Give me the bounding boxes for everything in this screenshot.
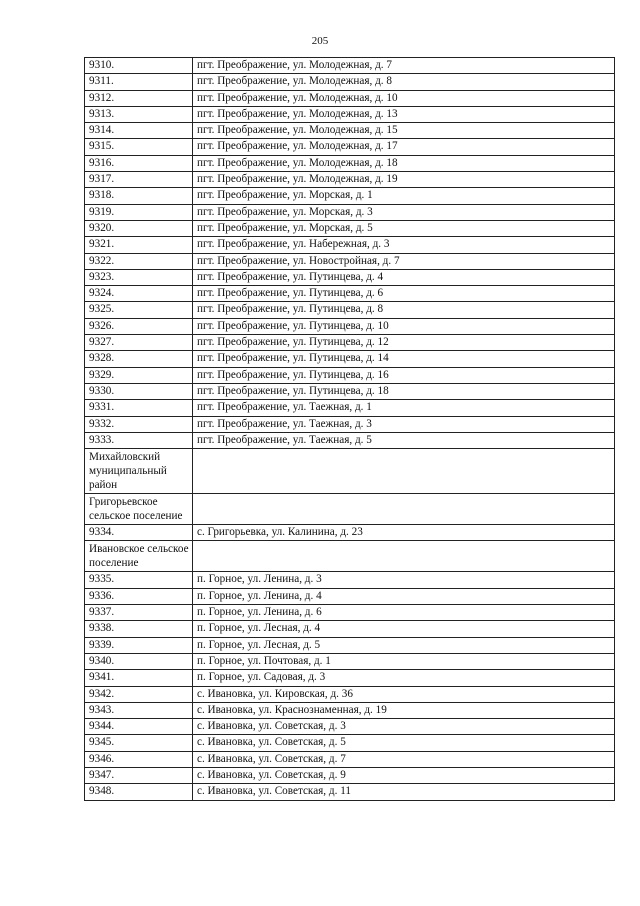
entry-address: пгт. Преображение, ул. Молодежная, д. 8 bbox=[193, 74, 615, 90]
table-row bbox=[85, 670, 615, 686]
table-row bbox=[85, 735, 615, 751]
table-row bbox=[85, 621, 615, 637]
entry-address: пгт. Преображение, ул. Путинцева, д. 6 bbox=[193, 286, 615, 302]
table-row bbox=[85, 139, 615, 155]
section-empty-cell bbox=[193, 494, 615, 525]
entry-address: пгт. Преображение, ул. Молодежная, д. 19 bbox=[193, 172, 615, 188]
table-row bbox=[85, 400, 615, 416]
entry-number: 9337. bbox=[85, 605, 193, 621]
table-row bbox=[85, 286, 615, 302]
entry-number: 9331. bbox=[85, 400, 193, 416]
entry-address: пгт. Преображение, ул. Молодежная, д. 7 bbox=[193, 58, 615, 74]
table-row bbox=[85, 106, 615, 122]
entry-address: пгт. Преображение, ул. Путинцева, д. 4 bbox=[193, 269, 615, 285]
entry-address: пгт. Преображение, ул. Морская, д. 1 bbox=[193, 188, 615, 204]
entry-number: 9321. bbox=[85, 237, 193, 253]
entry-number: 9342. bbox=[85, 686, 193, 702]
entry-address: пгт. Преображение, ул. Набережная, д. 3 bbox=[193, 237, 615, 253]
table-row bbox=[85, 204, 615, 220]
table-row bbox=[85, 416, 615, 432]
section-label: Григорьевское сельское поселение bbox=[85, 494, 193, 525]
table-row bbox=[85, 432, 615, 448]
entry-address: пгт. Преображение, ул. Таежная, д. 5 bbox=[193, 432, 615, 448]
entry-address: пгт. Преображение, ул. Молодежная, д. 17 bbox=[193, 139, 615, 155]
table-row bbox=[85, 220, 615, 236]
entry-number: 9336. bbox=[85, 588, 193, 604]
table-row bbox=[85, 90, 615, 106]
entry-number: 9323. bbox=[85, 269, 193, 285]
entry-address: пгт. Преображение, ул. Молодежная, д. 13 bbox=[193, 106, 615, 122]
table-row bbox=[85, 58, 615, 74]
table-row bbox=[85, 637, 615, 653]
entry-address: пгт. Преображение, ул. Молодежная, д. 10 bbox=[193, 90, 615, 106]
entry-number: 9335. bbox=[85, 572, 193, 588]
entry-address: с. Ивановка, ул. Советская, д. 3 bbox=[193, 719, 615, 735]
entry-address: пгт. Преображение, ул. Таежная, д. 3 bbox=[193, 416, 615, 432]
section-empty-cell bbox=[193, 541, 615, 572]
entry-number: 9314. bbox=[85, 123, 193, 139]
section-row bbox=[85, 494, 615, 525]
entry-number: 9340. bbox=[85, 653, 193, 669]
entry-address: пгт. Преображение, ул. Молодежная, д. 18 bbox=[193, 155, 615, 171]
entry-number: 9313. bbox=[85, 106, 193, 122]
entry-address: с. Ивановка, ул. Советская, д. 9 bbox=[193, 767, 615, 783]
table-row bbox=[85, 702, 615, 718]
entry-number: 9329. bbox=[85, 367, 193, 383]
entry-address: пгт. Преображение, ул. Морская, д. 3 bbox=[193, 204, 615, 220]
table-row bbox=[85, 751, 615, 767]
entry-number: 9312. bbox=[85, 90, 193, 106]
entry-number: 9316. bbox=[85, 155, 193, 171]
section-label: Михайловский муниципальный район bbox=[85, 449, 193, 494]
address-registry-table bbox=[84, 57, 615, 801]
entry-number: 9328. bbox=[85, 351, 193, 367]
table-row bbox=[85, 155, 615, 171]
table-row bbox=[85, 302, 615, 318]
page-number: 205 bbox=[311, 35, 329, 47]
table-row bbox=[85, 269, 615, 285]
table-row bbox=[85, 253, 615, 269]
entry-number: 9324. bbox=[85, 286, 193, 302]
table-row bbox=[85, 383, 615, 399]
table-row bbox=[85, 367, 615, 383]
table-row bbox=[85, 653, 615, 669]
entry-address: пгт. Преображение, ул. Путинцева, д. 14 bbox=[193, 351, 615, 367]
entry-number: 9326. bbox=[85, 318, 193, 334]
entry-number: 9333. bbox=[85, 432, 193, 448]
entry-address: с. Григорьевка, ул. Калинина, д. 23 bbox=[193, 525, 615, 541]
table-row bbox=[85, 188, 615, 204]
entry-address: с. Ивановка, ул. Советская, д. 7 bbox=[193, 751, 615, 767]
entry-number: 9320. bbox=[85, 220, 193, 236]
entry-number: 9341. bbox=[85, 670, 193, 686]
entry-address: с. Ивановка, ул. Краснознаменная, д. 19 bbox=[193, 702, 615, 718]
entry-number: 9338. bbox=[85, 621, 193, 637]
section-label: Ивановское сельское поселение bbox=[85, 541, 193, 572]
section-row bbox=[85, 541, 615, 572]
entry-number: 9330. bbox=[85, 383, 193, 399]
entry-address: п. Горное, ул. Лесная, д. 4 bbox=[193, 621, 615, 637]
section-row bbox=[85, 449, 615, 494]
entry-address: п. Горное, ул. Почтовая, д. 1 bbox=[193, 653, 615, 669]
entry-address: п. Горное, ул. Лесная, д. 5 bbox=[193, 637, 615, 653]
entry-address: пгт. Преображение, ул. Новостройная, д. 7 bbox=[193, 253, 615, 269]
entry-address: пгт. Преображение, ул. Путинцева, д. 12 bbox=[193, 335, 615, 351]
table-row bbox=[85, 686, 615, 702]
entry-address: с. Ивановка, ул. Советская, д. 5 bbox=[193, 735, 615, 751]
table-row bbox=[85, 525, 615, 541]
table-row bbox=[85, 74, 615, 90]
table-row bbox=[85, 572, 615, 588]
entry-number: 9334. bbox=[85, 525, 193, 541]
entry-address: пгт. Преображение, ул. Морская, д. 5 bbox=[193, 220, 615, 236]
entry-number: 9318. bbox=[85, 188, 193, 204]
table-row bbox=[85, 335, 615, 351]
entry-number: 9325. bbox=[85, 302, 193, 318]
entry-number: 9317. bbox=[85, 172, 193, 188]
entry-number: 9347. bbox=[85, 767, 193, 783]
entry-address: пгт. Преображение, ул. Путинцева, д. 16 bbox=[193, 367, 615, 383]
entry-address: с. Ивановка, ул. Кировская, д. 36 bbox=[193, 686, 615, 702]
entry-number: 9310. bbox=[85, 58, 193, 74]
section-empty-cell bbox=[193, 449, 615, 494]
entry-address: п. Горное, ул. Ленина, д. 6 bbox=[193, 605, 615, 621]
table-row bbox=[85, 588, 615, 604]
table-row bbox=[85, 237, 615, 253]
entry-address: пгт. Преображение, ул. Молодежная, д. 15 bbox=[193, 123, 615, 139]
entry-address: с. Ивановка, ул. Советская, д. 11 bbox=[193, 784, 615, 800]
entry-number: 9343. bbox=[85, 702, 193, 718]
table-row bbox=[85, 172, 615, 188]
table-row bbox=[85, 351, 615, 367]
entry-number: 9322. bbox=[85, 253, 193, 269]
entry-number: 9346. bbox=[85, 751, 193, 767]
entry-address: пгт. Преображение, ул. Таежная, д. 1 bbox=[193, 400, 615, 416]
table-row bbox=[85, 767, 615, 783]
entry-number: 9344. bbox=[85, 719, 193, 735]
table-row bbox=[85, 123, 615, 139]
table-row bbox=[85, 784, 615, 800]
entry-number: 9348. bbox=[85, 784, 193, 800]
registry-body bbox=[85, 58, 615, 801]
entry-number: 9345. bbox=[85, 735, 193, 751]
entry-number: 9332. bbox=[85, 416, 193, 432]
entry-number: 9311. bbox=[85, 74, 193, 90]
entry-address: п. Горное, ул. Садовая, д. 3 bbox=[193, 670, 615, 686]
entry-address: пгт. Преображение, ул. Путинцева, д. 10 bbox=[193, 318, 615, 334]
table-row bbox=[85, 605, 615, 621]
entry-number: 9339. bbox=[85, 637, 193, 653]
entry-number: 9327. bbox=[85, 335, 193, 351]
entry-address: п. Горное, ул. Ленина, д. 4 bbox=[193, 588, 615, 604]
entry-number: 9319. bbox=[85, 204, 193, 220]
entry-address: пгт. Преображение, ул. Путинцева, д. 8 bbox=[193, 302, 615, 318]
entry-number: 9315. bbox=[85, 139, 193, 155]
table-row bbox=[85, 719, 615, 735]
entry-address: п. Горное, ул. Ленина, д. 3 bbox=[193, 572, 615, 588]
entry-address: пгт. Преображение, ул. Путинцева, д. 18 bbox=[193, 383, 615, 399]
table-row bbox=[85, 318, 615, 334]
